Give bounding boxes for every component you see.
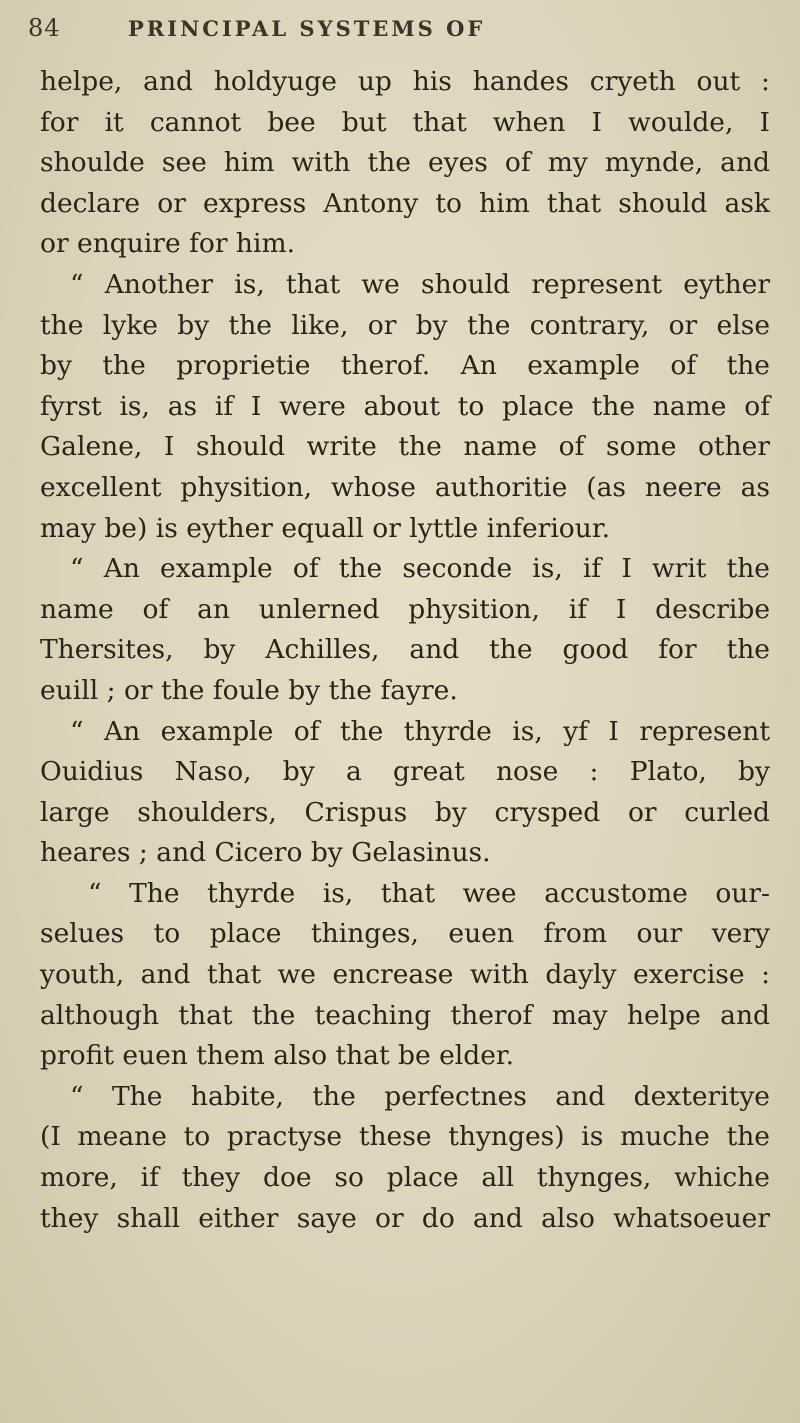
text-line: “ The thyrde is, that wee accustome our- xyxy=(88,877,770,909)
text-line: they shall either saye or do and also whatsoeuer xyxy=(40,1202,770,1234)
text-line: profit euen them also that be elder. xyxy=(40,1040,515,1072)
paragraph xyxy=(40,549,770,711)
text-line: “ The habite, the perfectnes and dexteritye xyxy=(70,1080,770,1112)
paragraph xyxy=(40,874,770,1077)
text-line: euill ; or the foule by the fayre. xyxy=(40,674,458,706)
text-line: large shoulders, Crispus by crysped or curled xyxy=(40,796,770,828)
text-line: declare or express Antony to him that should ask xyxy=(40,187,770,219)
text-line: for it cannot bee but that when I woulde, I xyxy=(40,106,770,138)
text-line: may be) is eyther equall or lyttle inferiour. xyxy=(40,512,611,544)
text-line: although that the teaching therof may helpe and xyxy=(40,999,770,1031)
text-line: by the proprietie therof. An example of the xyxy=(40,350,770,382)
text-line: youth, and that we encrease with dayly exercise : xyxy=(40,959,770,991)
paragraph xyxy=(40,1077,770,1239)
text-line: fyrst is, as if I were about to place the name of xyxy=(40,390,770,422)
paragraph xyxy=(40,265,770,549)
running-title: PRINCIPAL SYSTEMS OF xyxy=(128,16,486,41)
text-line: Thersites, by Achilles, and the good for the xyxy=(40,634,770,666)
page-number: 84 xyxy=(28,14,61,42)
text-line: excellent physition, whose authoritie (as neere as xyxy=(40,471,770,503)
text-line: shoulde see him with the eyes of my mynde, and xyxy=(40,147,770,179)
text-line: (I meane to practyse these thynges) is muche the xyxy=(40,1121,770,1153)
text-line: Galene, I should write the name of some other xyxy=(40,431,770,463)
text-line: selues to place thinges, euen from our very xyxy=(40,918,770,950)
text-line: heares ; and Cicero by Gelasinus. xyxy=(40,837,491,869)
text-line: helpe, and holdyuge up his handes cryeth out : xyxy=(40,66,770,97)
text-line: “ An example of the seconde is, if I writ the xyxy=(70,553,770,585)
text-line: more, if they doe so place all thynges, whiche xyxy=(40,1162,770,1194)
paragraph xyxy=(40,712,770,874)
text-line: “ An example of the thyrde is, yf I represent xyxy=(70,715,770,747)
text-line: the lyke by the like, or by the contrary, or else xyxy=(40,309,770,341)
text-line: or enquire for him. xyxy=(40,228,296,260)
body-text xyxy=(40,62,770,1239)
text-line: name of an unlerned physition, if I describe xyxy=(40,593,770,625)
paragraph xyxy=(40,62,770,265)
running-head xyxy=(28,14,772,54)
text-line: “ Another is, that we should represent eyther xyxy=(70,268,770,300)
text-line: Ouidius Naso, by a great nose : Plato, by xyxy=(40,756,770,788)
